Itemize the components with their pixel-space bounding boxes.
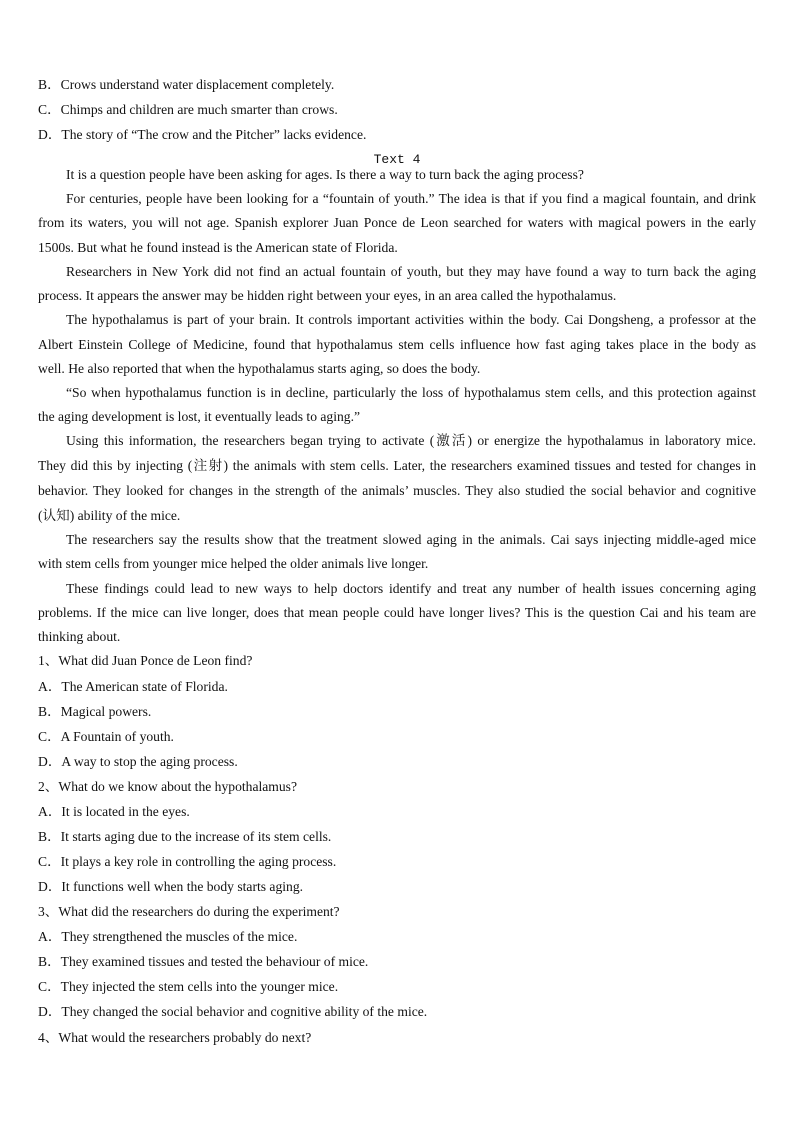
q1-option-a: A．The American state of Florida. [38, 679, 228, 694]
passage-line: the aging development is lost, it eventually leads to aging.” [38, 409, 361, 424]
q2-option-c: C．It plays a key role in controlling the aging process. [38, 854, 337, 869]
passage-line: well. He also reported that when the hypothalamus starts aging, so does the body. [38, 361, 481, 376]
q1-option-b: B．Magical powers. [38, 704, 152, 719]
passage-line: It is a question people have been asking for ages. Is there a way to turn back the aging process? [66, 167, 584, 182]
q3-option-c: C．They injected the stem cells into the younger mice. [38, 979, 339, 994]
passage-line: The researchers say the results show that the treatment slowed aging in the animals. Cai says injecting middle-aged mice [66, 532, 756, 547]
q1-option-c: C．A Fountain of youth. [38, 729, 174, 744]
passage-line: They did this by injecting (注射) the animals with stem cells. Later, the researchers examined tissues and tested for changes in [38, 458, 756, 473]
passage-line: Albert Einstein College of Medicine, found that hypothalamus stem cells influence how fast aging takes place in the body as [38, 337, 756, 352]
passage-line: from its waters, you will not age. Spanish explorer Juan Ponce de Leon searched for waters with magical powers in the early [38, 215, 756, 230]
q3-option-b: B．They examined tissues and tested the behaviour of mice. [38, 954, 369, 969]
q3-option-a: A．They strengthened the muscles of the mice. [38, 929, 298, 944]
option-d: D．The story of “The crow and the Pitcher” lacks evidence. [38, 127, 367, 142]
question-2: 2、What do we know about the hypothalamus? [38, 779, 297, 794]
q3-option-d: D．They changed the social behavior and cognitive ability of the mice. [38, 1004, 428, 1019]
q2-option-b: B．It starts aging due to the increase of its stem cells. [38, 829, 332, 844]
q2-option-a: A．It is located in the eyes. [38, 804, 190, 819]
passage-line: process. It appears the answer may be hidden right between your eyes, in an area called the hypothalamus. [38, 288, 617, 303]
passage-line: 1500s. But what he found instead is the American state of Florida. [38, 240, 398, 255]
question-4: 4、What would the researchers probably do next? [38, 1030, 312, 1045]
option-b: B．Crows understand water displacement completely. [38, 77, 335, 92]
passage-line: Using this information, the researchers began trying to activate (激活) or energize the hypothalamus in laboratory mice. [66, 433, 756, 448]
passage-line: problems. If the mice can live longer, does that mean people could have longer lives? This is the question Cai and his team are [38, 605, 756, 620]
question-1: 1、What did Juan Ponce de Leon find? [38, 653, 253, 668]
passage-line: For centuries, people have been looking for a “fountain of youth.” The idea is that if you find a magical fountain, and drink [66, 191, 756, 206]
option-c: C．Chimps and children are much smarter than crows. [38, 102, 338, 117]
passage-line: The hypothalamus is part of your brain. It controls important activities within the body. Cai Dongsheng, a professor at the [66, 312, 756, 327]
passage-line: with stem cells from younger mice helped the older animals live longer. [38, 556, 429, 571]
passage-line: These findings could lead to new ways to help doctors identify and treat any number of health issues concerning aging [66, 581, 756, 596]
passage-line: “So when hypothalamus function is in decline, particularly the loss of hypothalamus stem cells, and this protection against [66, 385, 756, 400]
passage-line: Researchers in New York did not find an actual fountain of youth, but they may have found a way to turn back the aging [66, 264, 756, 279]
passage-line: behavior. They looked for changes in the strength of the animals’ muscles. They also studied the social behavior and cognitive [38, 483, 756, 498]
q1-option-d: D．A way to stop the aging process. [38, 754, 238, 769]
q2-option-d: D．It functions well when the body starts aging. [38, 879, 304, 894]
passage-line: (认知) ability of the mice. [38, 508, 181, 523]
question-3: 3、What did the researchers do during the experiment? [38, 904, 340, 919]
passage-line: thinking about. [38, 629, 121, 644]
passage-title: Text 4 [373, 152, 421, 167]
